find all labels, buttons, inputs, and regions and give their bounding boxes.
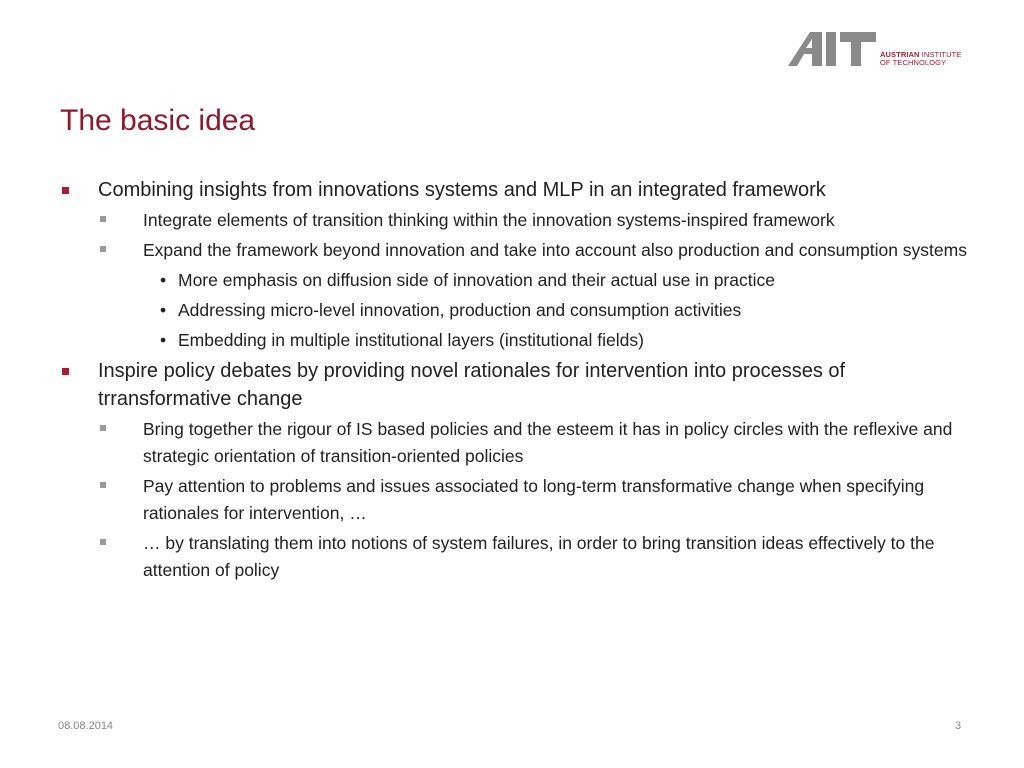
logo-wordmark-line1-bold: AUSTRIAN [880,50,920,59]
sub-sub-bullet-text: More emphasis on diffusion side of innovation and their actual use in practice [178,270,775,290]
sub-bullet-item [98,416,980,470]
sub-sub-bullet-item [150,267,980,294]
sub-sub-bullet-item [150,297,980,324]
slide-content [60,176,980,586]
square-bullet-icon [100,482,106,488]
ait-logo [788,28,968,68]
bullet-text: Combining insights from innovations systems and MLP in an integrated framework [98,179,826,201]
square-bullet-icon [62,368,69,375]
square-bullet-icon [100,216,106,222]
sub-bullet-text: Bring together the rigour of IS based policies and the esteem it has in policy circles with the reflexive and strategic orientation of transition-oriented policies [143,419,953,466]
square-bullet-icon [62,187,69,194]
square-bullet-icon [100,539,106,545]
sub-bullet-text: Integrate elements of transition thinking within the innovation systems-inspired framework [143,210,835,230]
ait-logo-icon [788,28,878,68]
sub-bullet-item [98,530,980,584]
sub-bullet-text: Pay attention to problems and issues associated to long-term transformative change when specifying rationales for intervention, … [143,476,925,523]
sub-sub-bullet-text: Addressing micro-level innovation, production and consumption activities [178,300,742,320]
logo-wordmark-line2: OF TECHNOLOGY [880,58,947,67]
sub-sub-bullet-item [150,327,980,354]
logo-wordmark [880,51,961,67]
dot-bullet-icon: • [160,270,167,290]
bullet-list [60,176,980,584]
sub-sub-bullet-text: Embedding in multiple institutional layers (institutional fields) [178,330,644,350]
sub-bullet-text: … by translating them into notions of system failures, in order to bring transition ideas effectively to the attention of policy [143,533,935,580]
slide-title: The basic idea [60,104,256,137]
sub-bullet-text: Expand the framework beyond innovation and take into account also production and consumption systems [143,240,967,260]
square-bullet-icon [100,246,106,252]
bullet-item [60,357,980,413]
bullet-text: Inspire policy debates by providing novel rationales for intervention into processes of trransformative change [98,360,846,410]
logo-wordmark-line1: INSTITUTE [919,50,962,59]
dot-bullet-icon: • [160,330,167,350]
square-bullet-icon [100,425,106,431]
bullet-item [60,176,980,204]
sub-bullet-item [98,237,980,264]
dot-bullet-icon: • [160,300,167,320]
footer-date: 08.08.2014 [58,720,114,732]
sub-bullet-item [98,473,980,527]
page-number: 3 [955,720,962,732]
sub-bullet-item [98,207,980,234]
